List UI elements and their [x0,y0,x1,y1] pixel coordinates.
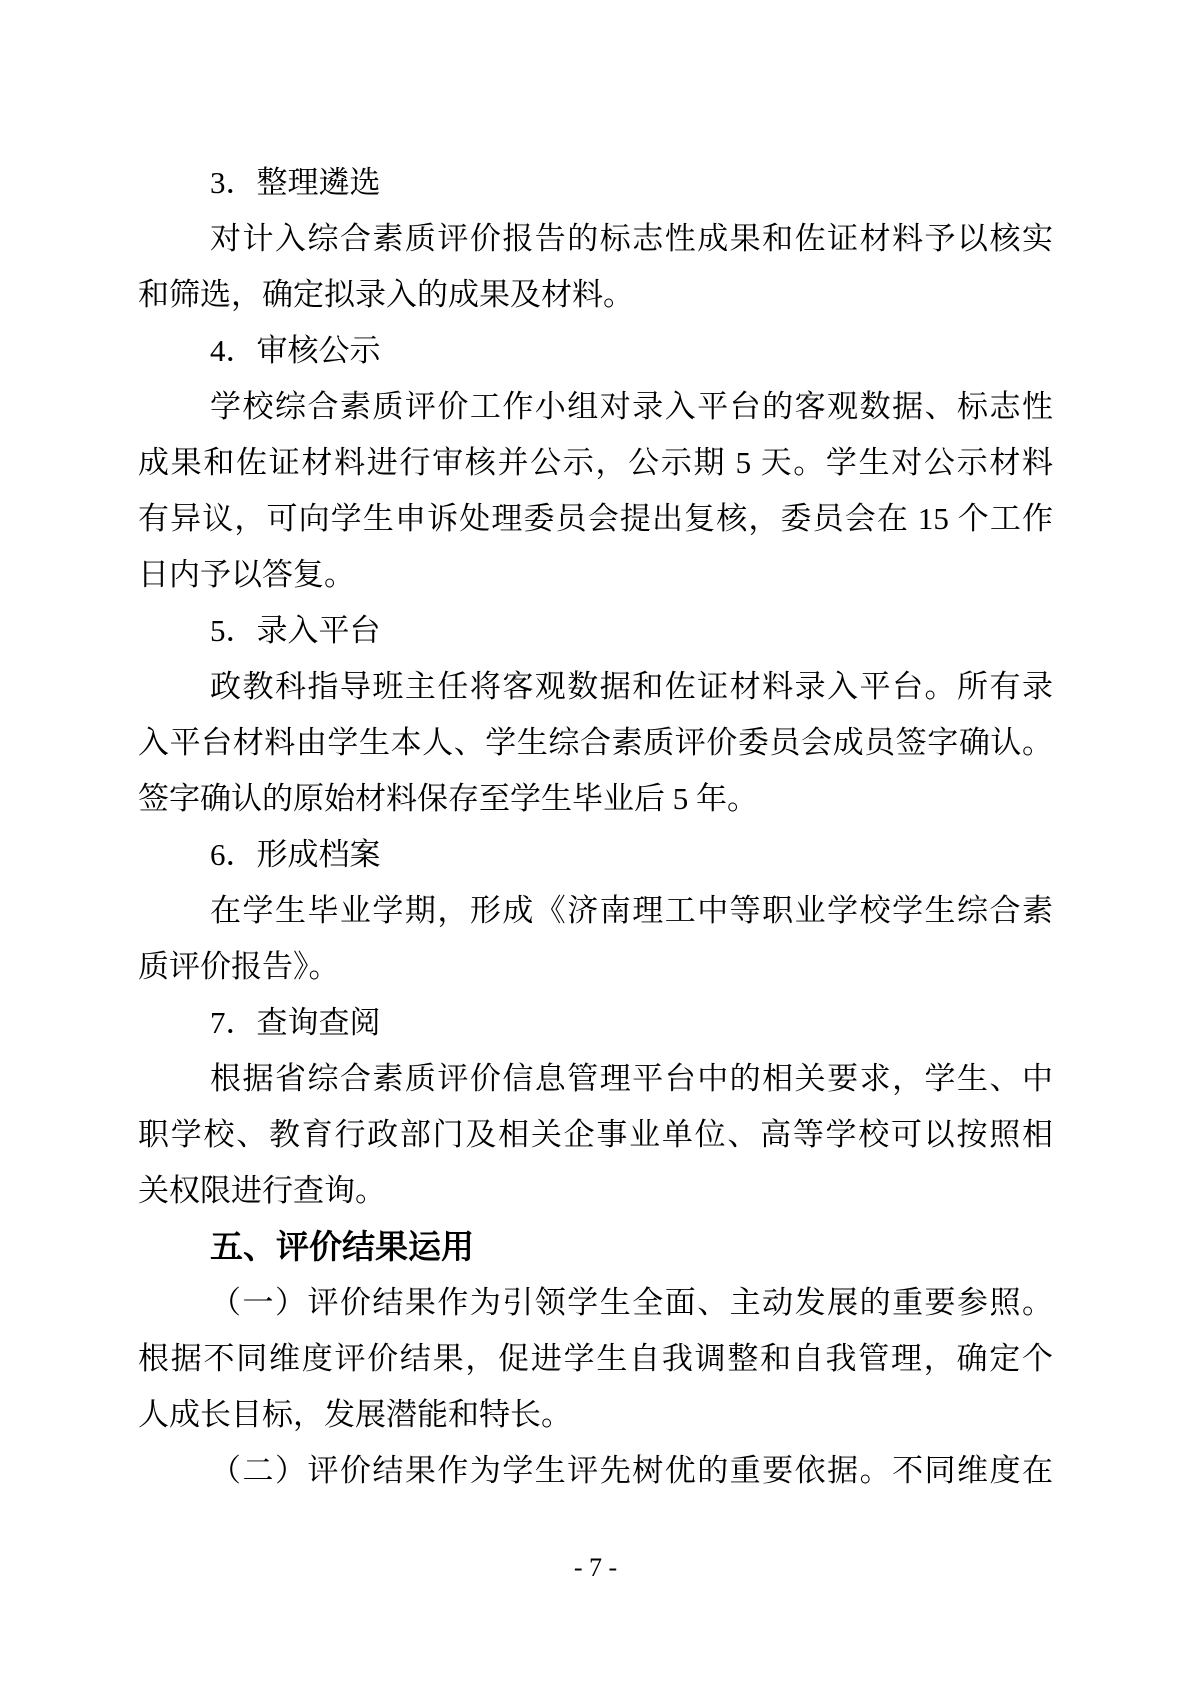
para-usage1-line-3: 人成长目标，发展潜能和特长。 [138,1397,572,1432]
para-query-line-2: 职学校、教育行政部门及相关企事业单位、高等学校可以按照相 [138,1117,1053,1152]
para-usage2-line-1: （二）评价结果作为学生评先树优的重要依据。不同维度在 [210,1453,1053,1488]
para-archive-line-1: 在学生毕业学期，形成《济南理工中等职业学校学生综合素 [210,893,1053,928]
para-query-line-1: 根据省综合素质评价信息管理平台中的相关要求，学生、中 [210,1061,1053,1096]
para-screening-line-1: 对计入综合素质评价报告的标志性成果和佐证材料予以核实 [210,221,1053,256]
para-review-line-4: 日内予以答复。 [138,557,355,592]
document-body [138,155,1053,1499]
numbered-heading-4: 4．审核公示 [210,333,381,368]
para-review-line-2: 成果和佐证材料进行审核并公示，公示期 5 天。学生对公示材料 [138,445,1053,480]
para-archive-line-2: 质评价报告》。 [138,949,340,984]
numbered-heading-7: 7．查询查阅 [210,1005,381,1040]
para-review-line-1: 学校综合素质评价工作小组对录入平台的客观数据、标志性 [210,389,1053,424]
para-query-line-3: 关权限进行查询。 [138,1173,386,1208]
para-screening-line-2: 和筛选，确定拟录入的成果及材料。 [138,277,634,312]
numbered-heading-3: 3．整理遴选 [210,165,381,200]
para-review-line-3: 有异议，可向学生申诉处理委员会提出复核，委员会在 15 个工作 [138,501,1053,536]
section-heading-result-usage: 五、评价结果运用 [210,1228,474,1265]
para-platform-line-2: 入平台材料由学生本人、学生综合素质评价委员会成员签字确认。 [138,725,1053,760]
para-usage1-line-1: （一）评价结果作为引领学生全面、主动发展的重要参照。 [210,1285,1053,1320]
para-platform-line-1: 政教科指导班主任将客观数据和佐证材料录入平台。所有录 [210,669,1053,704]
numbered-heading-6: 6．形成档案 [210,837,381,872]
para-platform-line-3: 签字确认的原始材料保存至学生毕业后 5 年。 [138,781,758,816]
para-usage1-line-2: 根据不同维度评价结果，促进学生自我调整和自我管理，确定个 [138,1341,1053,1376]
numbered-heading-5: 5．录入平台 [210,613,381,648]
page-number: - 7 - [573,1553,618,1582]
